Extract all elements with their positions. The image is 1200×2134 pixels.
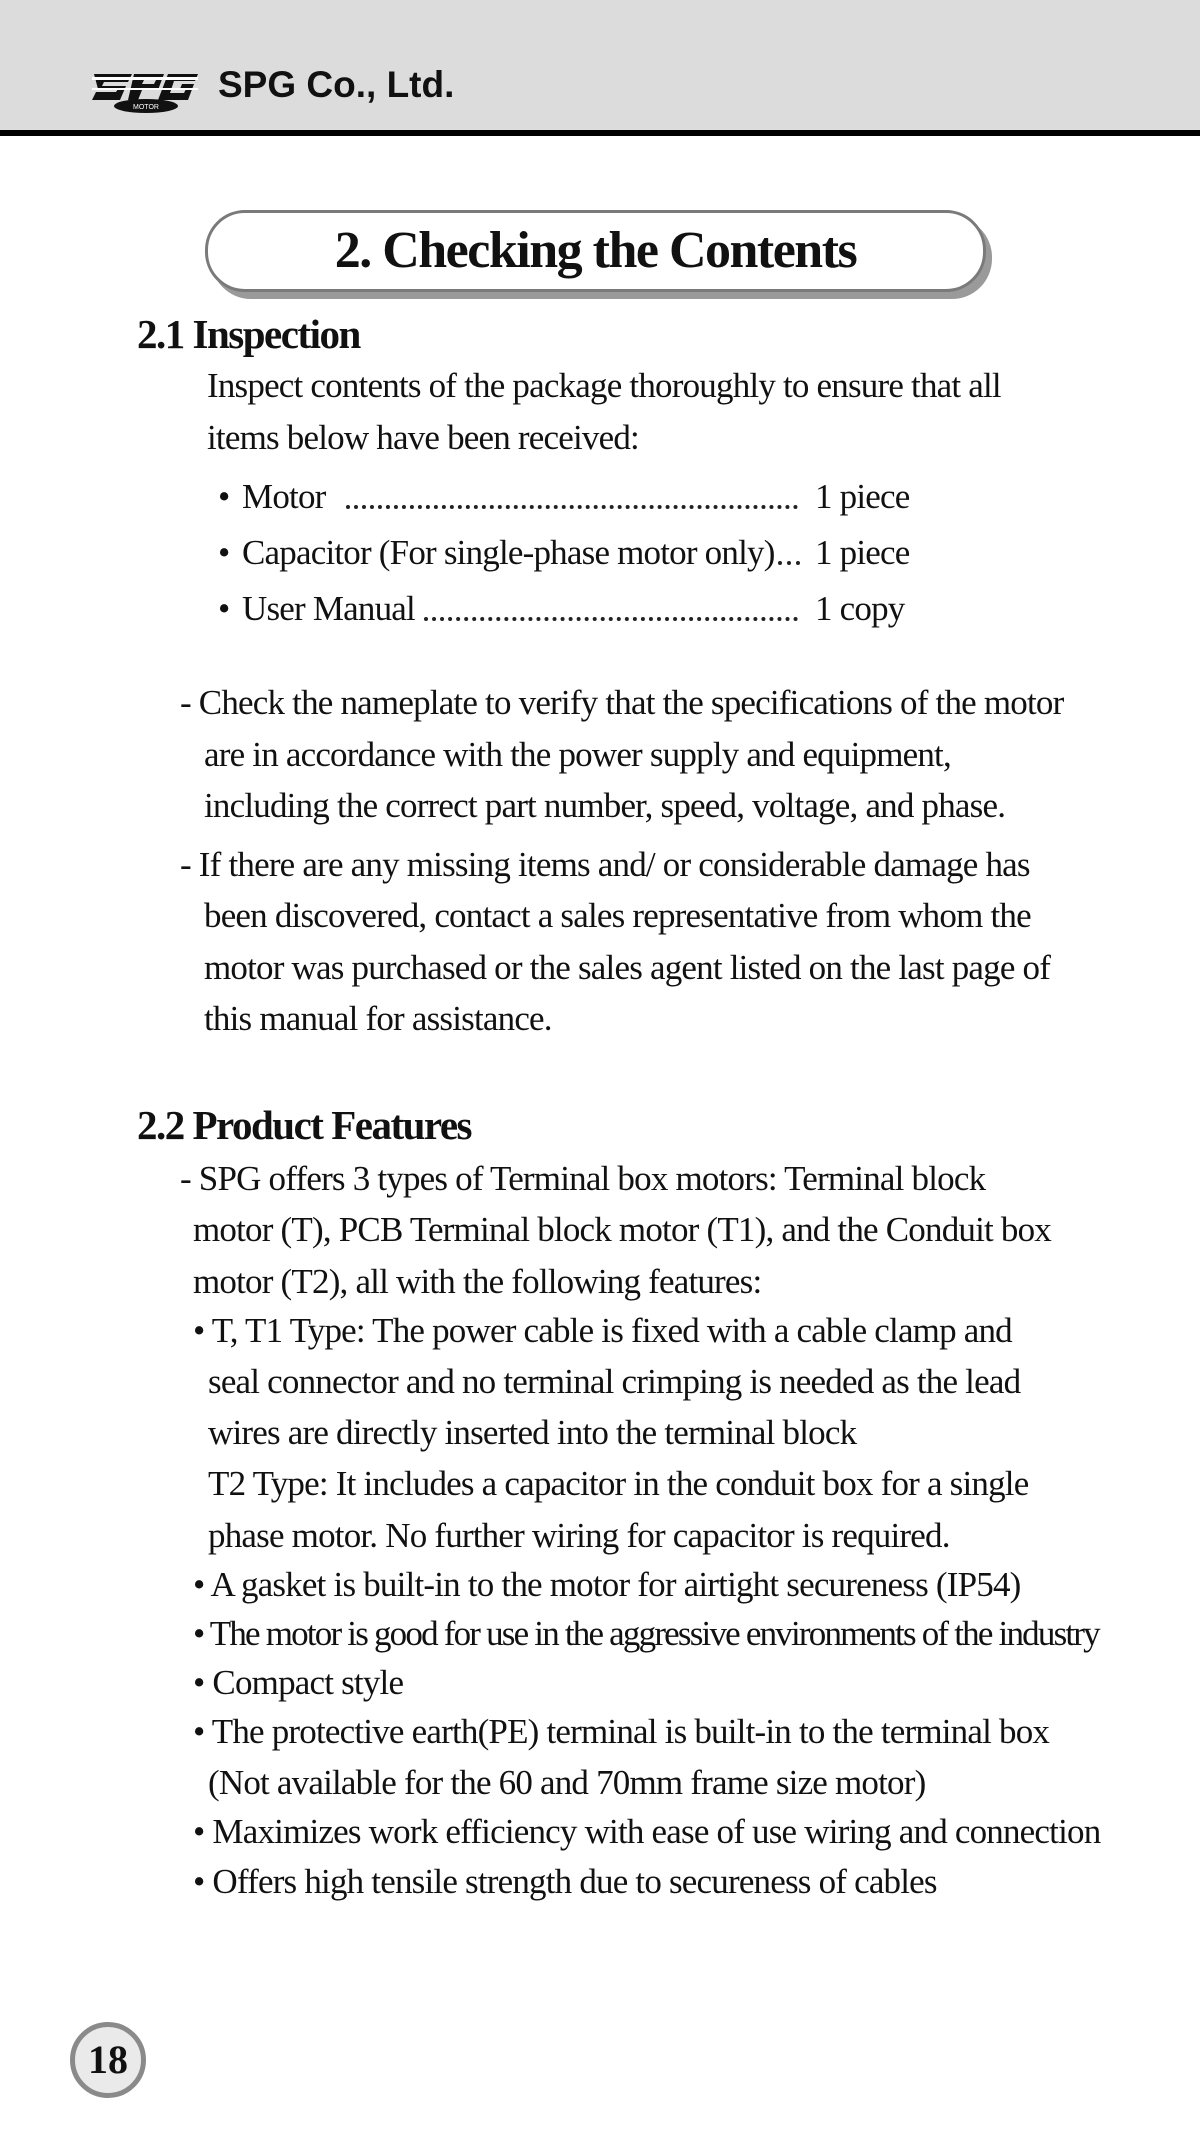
inspection-intro-line: items below have been received: — [207, 418, 639, 457]
spg-motor-logo-icon — [92, 62, 200, 114]
svg-text:MOTOR: MOTOR — [133, 104, 159, 111]
note-line: motor was purchased or the sales agent listed on the last page of — [204, 948, 1051, 987]
feature-line: • The motor is good for use in the aggressive environments of the industry — [193, 1614, 1099, 1653]
feature-line: - SPG offers 3 types of Terminal box motors: Terminal block — [180, 1159, 986, 1198]
dotted-leader — [346, 505, 798, 509]
item-quantity: 1 piece — [815, 477, 910, 516]
bullet: • — [218, 533, 230, 572]
item-label: User Manual — [242, 589, 415, 628]
item-label: Capacitor (For single-phase motor only) — [242, 533, 775, 572]
note-line: including the correct part number, speed, voltage, and phase. — [204, 786, 1006, 825]
list-item — [218, 477, 908, 523]
item-label: Motor — [242, 477, 326, 516]
list-item — [218, 533, 908, 579]
company-name: SPG Co., Ltd. — [218, 64, 455, 105]
feature-line: seal connector and no terminal crimping is needed as the lead — [208, 1362, 1021, 1401]
inspection-intro-line: Inspect contents of the package thoroughly to ensure that all — [207, 366, 1001, 405]
feature-line: wires are directly inserted into the terminal block — [208, 1413, 857, 1452]
item-quantity: 1 copy — [815, 589, 905, 628]
inspection-heading: 2.1 Inspection — [137, 311, 360, 357]
bullet: • — [218, 477, 230, 516]
list-item — [218, 589, 908, 635]
feature-line: motor (T2), all with the following features: — [193, 1262, 762, 1301]
features-heading: 2.2 Product Features — [137, 1102, 472, 1148]
note-line: been discovered, contact a sales representative from whom the — [204, 896, 1031, 935]
note-line: - Check the nameplate to verify that the specifications of the motor — [180, 683, 1064, 722]
dotted-leader — [424, 617, 798, 621]
feature-line: • Maximizes work efficiency with ease of use wiring and connection — [193, 1812, 1101, 1851]
item-quantity: 1 piece — [815, 533, 910, 572]
feature-line: phase motor. No further wiring for capacitor is required. — [208, 1516, 950, 1555]
note-line: - If there are any missing items and/ or considerable damage has — [180, 845, 1030, 884]
feature-line: • A gasket is built-in to the motor for airtight secureness (IP54) — [193, 1565, 1021, 1604]
note-line: this manual for assistance. — [204, 999, 552, 1038]
feature-line: • Offers high tensile strength due to secureness of cables — [193, 1862, 937, 1901]
feature-line: • Compact style — [193, 1663, 404, 1702]
feature-line: • The protective earth(PE) terminal is built-in to the terminal box — [193, 1712, 1050, 1751]
page-number: 18 — [70, 2022, 146, 2098]
feature-line: • T, T1 Type: The power cable is fixed with a cable clamp and — [193, 1311, 1012, 1350]
section-title: 2. Checking the Contents — [205, 210, 986, 292]
page-header — [0, 0, 1200, 136]
note-line: are in accordance with the power supply and equipment, — [204, 735, 951, 774]
feature-line: motor (T), PCB Terminal block motor (T1), and the Conduit box — [193, 1210, 1051, 1249]
dotted-leader — [778, 561, 800, 565]
feature-line: (Not available for the 60 and 70mm frame size motor) — [208, 1763, 926, 1802]
feature-line: T2 Type: It includes a capacitor in the conduit box for a single — [208, 1464, 1029, 1503]
bullet: • — [218, 589, 230, 628]
